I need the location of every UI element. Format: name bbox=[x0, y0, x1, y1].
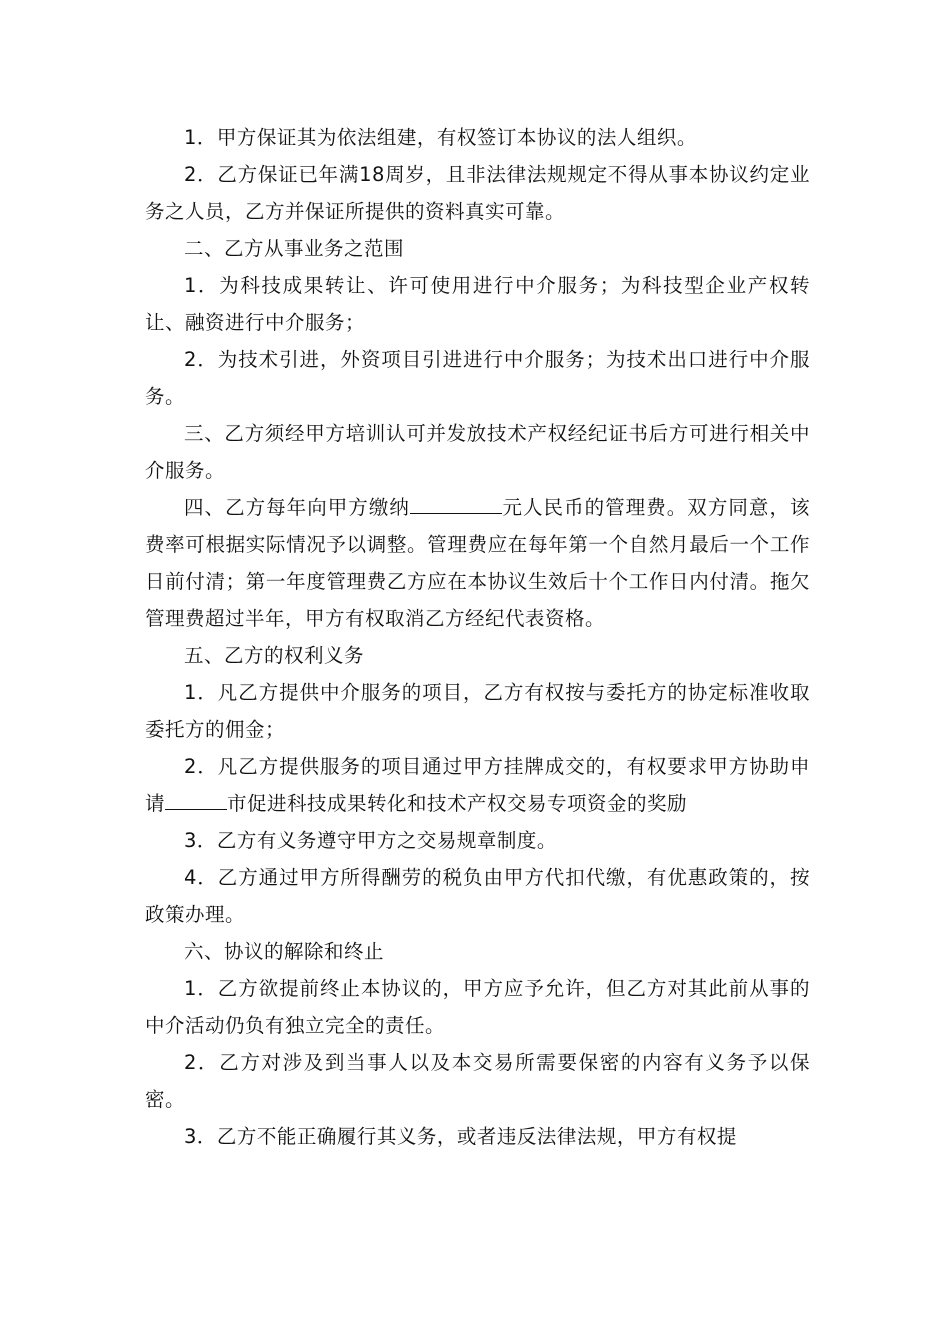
paragraph-rights-item-2 bbox=[145, 748, 810, 822]
paragraph-termination-item-1: 1．乙方欲提前终止本协议的，甲方应予允许，但乙方对其此前从事的中介活动仍负有独立完全的责任。 bbox=[145, 977, 810, 1037]
section-heading-termination: 六、协议的解除和终止 bbox=[184, 940, 385, 963]
section-heading-rights-obligations: 五、乙方的权利义务 bbox=[184, 644, 365, 667]
paragraph-party-b-guarantee: 2．乙方保证已年满18周岁，且非法律法规规定不得从事本协议约定业务之人员，乙方并保证所提供的资料真实可靠。 bbox=[145, 163, 810, 223]
paragraph-rights-item-3: 3．乙方有义务遵守甲方之交易规章制度。 bbox=[184, 829, 557, 852]
paragraph-scope-item-1: 1．为科技成果转让、许可使用进行中介服务；为科技型企业产权转让、融资进行中介服务； bbox=[145, 274, 810, 334]
document-body bbox=[145, 119, 810, 1155]
management-fee-text-before: 四、乙方每年向甲方缴纳 bbox=[184, 496, 410, 519]
paragraph-termination-item-2: 2．乙方对涉及到当事人以及本交易所需要保密的内容有义务予以保密。 bbox=[145, 1051, 810, 1111]
paragraph-termination-item-3: 3．乙方不能正确履行其义务，或者违反法律法规，甲方有权提 bbox=[184, 1125, 737, 1148]
rights-item-2-text-before: 2．凡乙方提供服务的项目通过甲方挂牌成交的，有权要求甲方协助申请 bbox=[145, 755, 810, 815]
paragraph-party-a-guarantee: 1．甲方保证其为依法组建，有权签订本协议的法人组织。 bbox=[184, 126, 697, 149]
paragraph-rights-item-4: 4．乙方通过甲方所得酬劳的税负由甲方代扣代缴，有优惠政策的，按政策办理。 bbox=[145, 866, 810, 926]
section-heading-training-certification: 三、乙方须经甲方培训认可并发放技术产权经纪证书后方可进行相关中介服务。 bbox=[145, 422, 810, 482]
paragraph-scope-item-2: 2．为技术引进，外资项目引进进行中介服务；为技术出口进行中介服务。 bbox=[145, 348, 810, 408]
paragraph-rights-item-1: 1．凡乙方提供中介服务的项目，乙方有权按与委托方的协定标准收取委托方的佣金； bbox=[145, 681, 810, 741]
management-fee-text-after: 元人民币的管理费。双方同意，该费率可根据实际情况予以调整。管理费应在每年第一个自然月最后一个工作日前付清；第一年度管理费乙方应在本协议生效后十个工作日内付清。拖欠管理费超过半年，甲方有权取消乙方经纪代表资格。 bbox=[145, 496, 810, 630]
city-name-blank bbox=[165, 787, 227, 810]
paragraph-management-fee bbox=[145, 489, 810, 637]
fee-amount-blank bbox=[410, 491, 502, 514]
rights-item-2-text-after: 市促进科技成果转化和技术产权交易专项资金的奖励 bbox=[227, 792, 688, 815]
section-heading-business-scope: 二、乙方从事业务之范围 bbox=[184, 237, 405, 260]
